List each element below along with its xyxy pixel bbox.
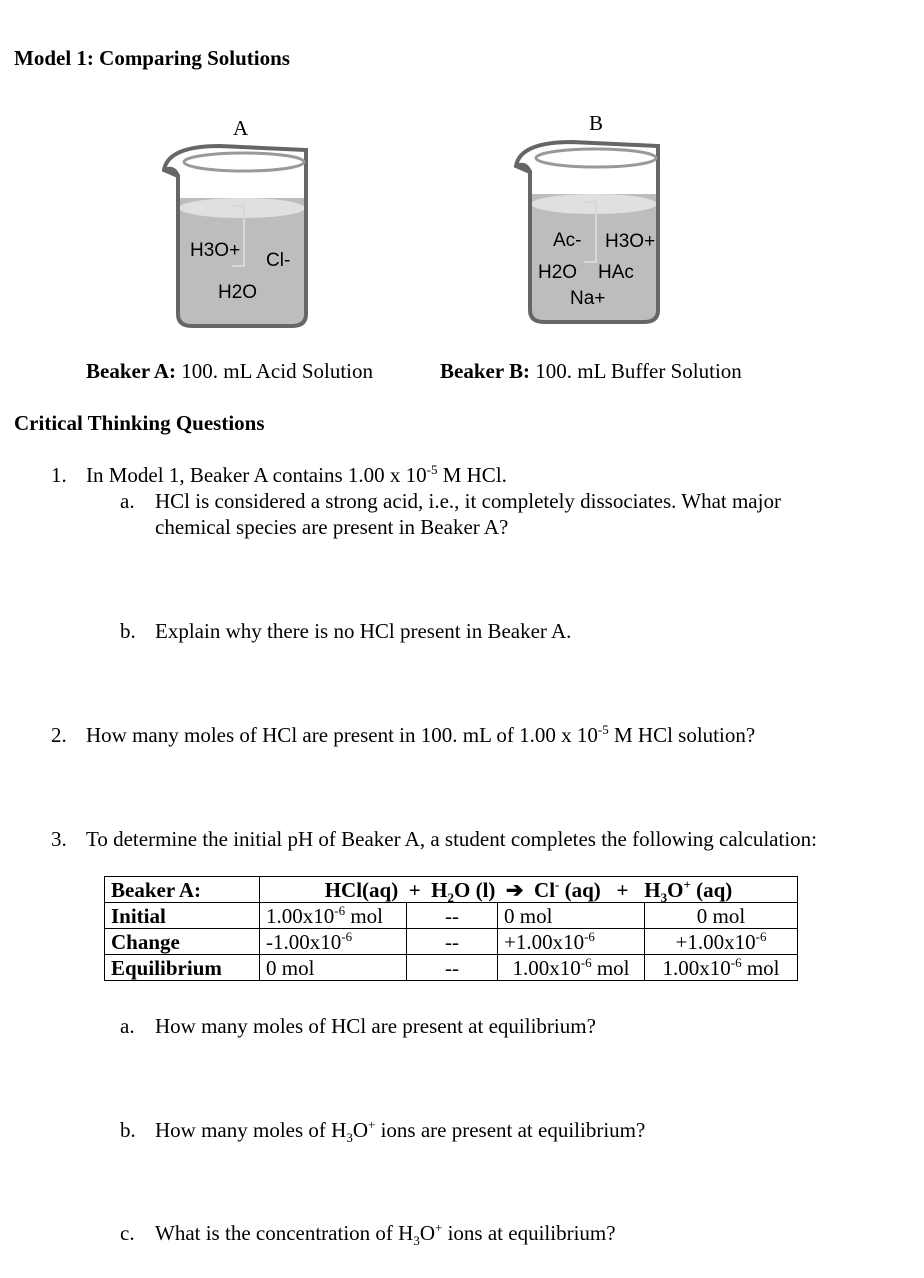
q3b-sub: 3 — [346, 1130, 353, 1146]
ice-cell-h3o — [645, 929, 798, 955]
critical-thinking-heading: Critical Thinking Questions — [14, 411, 265, 435]
q1b-text: Explain why there is no HCl present in Beaker A. — [155, 619, 572, 643]
q3b-mid: O — [352, 1118, 368, 1142]
q3c-sup: + — [435, 1220, 443, 1235]
q2-number: 2. — [51, 723, 67, 747]
ice-cell-h3o-value: 0 mol — [696, 903, 746, 928]
ice-header-reactant2-sub: 2 — [447, 889, 455, 905]
ice-row-initial — [105, 903, 798, 929]
q3c-text — [155, 1220, 616, 1249]
q3-text: To determine the initial pH of Beaker A, a student completes the following calculation: — [86, 827, 817, 851]
q2-exponent: -5 — [597, 722, 609, 737]
beaker-a-species-h3o: H3O+ — [190, 240, 241, 261]
ice-header-plus1: + — [408, 877, 421, 902]
q1a-label: a. — [120, 489, 135, 513]
beaker-a-caption-label: Beaker A: — [86, 359, 177, 383]
ice-header-product2-sub: 3 — [660, 889, 668, 905]
ice-cell-hcl — [260, 929, 407, 955]
ice-header-plus2: + — [616, 877, 629, 902]
ice-cell-h3o-value: 1.00x10 — [662, 955, 731, 980]
q1-text — [86, 463, 507, 488]
ice-header-equation — [260, 877, 798, 903]
ice-cell-hcl-base: 0 mol — [266, 955, 315, 980]
ice-row-label: Change — [105, 929, 260, 955]
beaker-b-species-h2o: H2O — [538, 262, 578, 283]
q3c-text-after: ions at equilibrium? — [442, 1221, 616, 1245]
ice-cell-h2o: -- — [407, 903, 498, 929]
ice-cell-hcl-exp: -6 — [334, 902, 346, 918]
q3c-label: c. — [120, 1221, 135, 1245]
ice-cell-hcl-base: 1.00x10 — [266, 903, 335, 928]
page-title: Model 1: Comparing Solutions — [14, 46, 290, 70]
ice-row-label: Initial — [105, 903, 260, 929]
q3b-text-before: How many moles of H — [155, 1118, 347, 1142]
ice-row-change — [105, 929, 798, 955]
ice-header-product2-mid: O — [667, 877, 684, 902]
ice-header-reactant2-post: O (l) — [454, 877, 496, 902]
q1b-label: b. — [120, 619, 136, 643]
ice-header-label: Beaker A: — [105, 877, 260, 903]
ice-cell-cl-exp: -6 — [584, 928, 595, 944]
ice-cell-h3o-exp: -6 — [755, 928, 767, 944]
beaker-b-species-hac: HAc — [598, 262, 634, 283]
q2-text-after: M HCl solution? — [608, 723, 756, 747]
q3b-sup: + — [367, 1117, 376, 1132]
ice-cell-cl — [498, 955, 645, 981]
ice-header-product1-pre: Cl — [534, 877, 556, 902]
ice-cell-cl-exp: -6 — [580, 954, 592, 970]
beaker-a-species-h2o: H2O — [218, 282, 258, 303]
ice-cell-h2o: -- — [407, 955, 498, 981]
q1-exponent: -5 — [426, 462, 438, 477]
q1-text-before: In Model 1, Beaker A contains 1.00 x 10 — [86, 463, 427, 487]
ice-header-product2-sup: + — [683, 876, 691, 892]
beaker-b-caption-label: Beaker B: — [440, 359, 531, 383]
q1-number: 1. — [51, 463, 67, 487]
beaker-a-caption-text: 100. mL Acid Solution — [176, 359, 374, 383]
q3-number: 3. — [51, 827, 67, 851]
ice-cell-h3o-unit: mol — [741, 955, 780, 980]
q3c-text-before: What is the concentration of H — [155, 1221, 414, 1245]
ice-header-arrow: ➔ — [505, 877, 524, 902]
q1a-line2: chemical species are present in Beaker A? — [155, 515, 509, 539]
q3c-sub: 3 — [413, 1233, 420, 1249]
q3b-text — [155, 1117, 646, 1146]
ice-cell-cl-value: 1.00x10 — [512, 955, 581, 980]
beaker-b-caption-text: 100. mL Buffer Solution — [530, 359, 742, 383]
ice-cell-hcl-unit: mol — [345, 903, 384, 928]
ice-cell-h3o — [645, 955, 798, 981]
q3c-mid: O — [419, 1221, 435, 1245]
q3b-label: b. — [120, 1118, 136, 1142]
ice-header-product2-pre: H — [644, 877, 661, 902]
ice-header-reactant1: HCl(aq) — [324, 877, 399, 902]
ice-row-label: Equilibrium — [105, 955, 260, 981]
ice-cell-h3o — [645, 903, 798, 929]
ice-cell-hcl-base: -1.00x10 — [266, 929, 342, 954]
ice-cell-hcl-exp: -6 — [341, 928, 353, 944]
q2-text — [86, 723, 755, 748]
ice-cell-cl — [498, 929, 645, 955]
ice-cell-h2o: -- — [407, 929, 498, 955]
q1a-line1: HCl is considered a strong acid, i.e., it completely dissociates. What major — [155, 489, 781, 513]
beaker-a-caption — [86, 359, 373, 384]
beaker-b-caption — [440, 359, 742, 384]
ice-header-product2-post: (aq) — [690, 877, 733, 902]
ice-cell-cl-unit: mol — [591, 955, 630, 980]
ice-cell-hcl — [260, 903, 407, 929]
beaker-a-species-cl: Cl- — [266, 250, 291, 271]
ice-cell-cl — [498, 903, 645, 929]
beaker-a-letter: A — [233, 116, 249, 140]
q2-text-before: How many moles of HCl are present in 100. mL of 1.00 x 10 — [86, 723, 598, 747]
ice-cell-hcl — [260, 955, 407, 981]
q3a-label: a. — [120, 1014, 135, 1038]
ice-table — [104, 876, 798, 981]
ice-row-equilibrium — [105, 955, 798, 981]
q1-text-after: M HCl. — [437, 463, 507, 487]
ice-table-header-row — [105, 877, 798, 903]
ice-cell-h3o-value: +1.00x10 — [675, 929, 756, 954]
beaker-b-letter: B — [589, 111, 604, 135]
beaker-b-species-h3o: H3O+ — [605, 231, 656, 252]
beaker-b-species-na: Na+ — [570, 288, 606, 309]
ice-header-reactant2-pre: H — [431, 877, 448, 902]
q3b-text-after: ions are present at equilibrium? — [375, 1118, 646, 1142]
ice-cell-cl-value: 0 mol — [504, 903, 553, 928]
q3a-text: How many moles of HCl are present at equilibrium? — [155, 1014, 596, 1038]
ice-header-product1-sup: - — [555, 876, 560, 892]
ice-cell-h3o-exp: -6 — [730, 954, 742, 970]
beaker-b-species-ac: Ac- — [553, 230, 582, 251]
ice-header-product1-post: (aq) — [559, 877, 601, 902]
ice-cell-cl-value: +1.00x10 — [504, 929, 585, 954]
